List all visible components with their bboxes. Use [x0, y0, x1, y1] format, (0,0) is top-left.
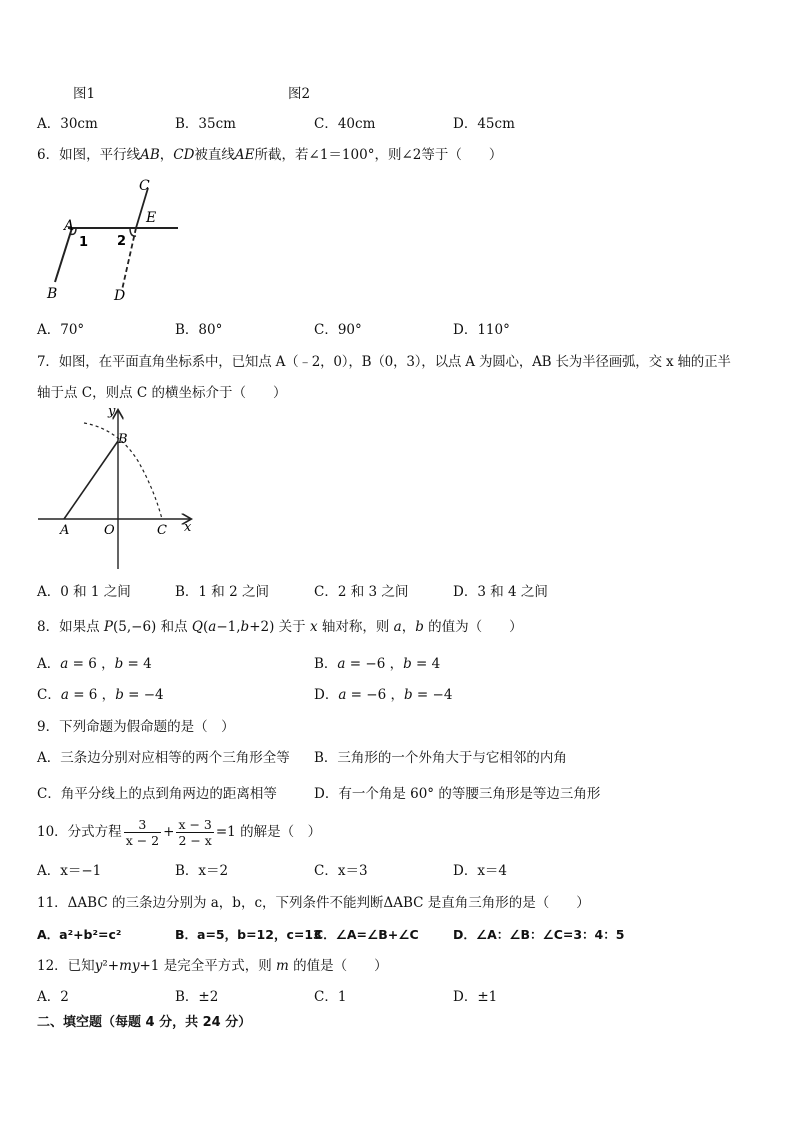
q10-option-b: B．x＝2 — [175, 863, 229, 879]
q10-prefix: 10．分式方程 — [37, 824, 122, 840]
option-letter: B． — [314, 656, 338, 672]
denominator: 2 − x — [178, 833, 212, 848]
q10-option-c: C．x＝3 — [314, 863, 368, 879]
q8-option-a — [37, 654, 152, 674]
q8-var-a: a — [208, 619, 217, 635]
q8-var-x: x — [309, 619, 318, 635]
label-angle-1: 1 — [79, 235, 89, 250]
q9-option-b: B．三角形的一个外角大于与它相邻的内角 — [314, 750, 567, 766]
q9-option-c: C．角平分线上的点到角两边的距离相等 — [37, 786, 277, 802]
q11-option-d: D．∠A：∠B：∠C=3：4：5 — [453, 927, 625, 942]
q8-option-c — [37, 685, 164, 705]
q7-option-b: B．1 和 2 之间 — [175, 584, 269, 600]
q12-text: 的值是（ ） — [288, 958, 388, 974]
q8-text: 的值为（ ） — [423, 619, 523, 635]
figure-1-caption: 图1 — [73, 86, 96, 102]
label-b: B — [47, 286, 58, 302]
q11-option-c: C．∠A=∠B+∠C — [314, 927, 419, 942]
q6-stem — [37, 145, 502, 165]
q6-stem-text: 被直线 — [194, 147, 235, 163]
q12-text: 12．已知 — [37, 958, 95, 974]
var-a: a — [60, 656, 69, 672]
q5-option-d: D．45cm — [453, 116, 515, 132]
denominator: x − 2 — [125, 833, 160, 848]
q11-option-a: A．a²+b²=c² — [37, 927, 122, 942]
q7-option-c: C．2 和 3 之间 — [314, 584, 409, 600]
q8-text: 轴对称，则 — [317, 619, 394, 635]
q8-var-q: Q — [191, 619, 203, 635]
q7-option-d: D．3 和 4 之间 — [453, 584, 548, 600]
q6-stem-var-ae: AE — [234, 147, 255, 163]
q12-option-d: D．±1 — [453, 989, 498, 1005]
var-a: a — [338, 687, 347, 703]
option-text: = 6 ， — [68, 687, 116, 703]
q6-stem-var-cd: CD — [173, 147, 195, 163]
q12-option-c: C．1 — [314, 989, 347, 1005]
q12-stem — [37, 956, 388, 976]
var-b: b — [403, 656, 412, 672]
q9-option-a: A．三条边分别对应相等的两个三角形全等 — [37, 750, 290, 766]
q8-text: +2) — [249, 619, 275, 635]
option-letter: A． — [37, 656, 61, 672]
numerator: x − 3 — [178, 817, 212, 832]
q8-coord-p: (5,−6) — [112, 619, 157, 635]
label-x: x — [184, 520, 192, 535]
q6-stem-text: ， — [159, 147, 174, 163]
q10-fraction-1 — [124, 817, 161, 848]
option-letter: C． — [37, 687, 61, 703]
plus-sign: + — [163, 824, 175, 840]
numerator: 3 — [124, 817, 161, 833]
q8-option-d — [314, 685, 452, 705]
q6-option-a: A．70° — [37, 322, 85, 338]
q8-text: −1, — [216, 619, 241, 635]
q11-option-b: B．a=5，b=12，c=13 — [175, 927, 322, 942]
q6-stem-text: 6．如图，平行线 — [37, 147, 141, 163]
q8-stem — [37, 617, 523, 637]
q11-stem: 11．ΔABC 的三条边分别为 a，b，c，下列条件不能判断ΔABC 是直角三角形的是（ ） — [37, 895, 590, 911]
label-d: D — [114, 288, 126, 304]
q6-stem-var-ab: AB — [140, 147, 160, 163]
q10-option-a: A．x＝−1 — [37, 863, 102, 879]
q8-text: ， — [401, 619, 416, 635]
q10-stem — [37, 814, 321, 850]
label-b: B — [118, 432, 128, 447]
q12-text: ²+ — [102, 958, 120, 974]
option-letter: D． — [314, 687, 339, 703]
segment-ab — [64, 441, 118, 519]
option-text: = −6 ， — [346, 687, 404, 703]
q8-var-p: P — [103, 619, 113, 635]
option-text: = 6 ， — [68, 656, 115, 672]
line-ab — [55, 228, 72, 282]
q9-option-d: D．有一个角是 60° 的等腰三角形是等边三角形 — [314, 786, 601, 802]
q10-fraction-2 — [176, 817, 213, 848]
q12-option-b: B．±2 — [175, 989, 219, 1005]
q10-option-d: D．x＝4 — [453, 863, 508, 879]
q8-option-b — [314, 654, 440, 674]
q8-var-b: b — [415, 619, 424, 635]
label-o: O — [104, 523, 115, 538]
q8-var-a: a — [393, 619, 402, 635]
q5-option-c: C．40cm — [314, 116, 376, 132]
label-c: C — [139, 178, 150, 194]
label-a: A — [64, 218, 75, 234]
q7-stem-line-2: 轴于点 C，则点 C 的横坐标介于（ ） — [37, 385, 287, 401]
label-e: E — [146, 210, 157, 226]
q6-option-b: B．80° — [175, 322, 223, 338]
label-angle-2: 2 — [117, 234, 127, 249]
label-c: C — [157, 523, 167, 538]
figure-2-caption: 图2 — [288, 86, 311, 102]
q7-option-a: A．0 和 1 之间 — [37, 584, 131, 600]
var-b: b — [403, 687, 413, 703]
option-text: = −6 ， — [345, 656, 404, 672]
label-a: A — [60, 523, 70, 538]
q12-var-my: my — [119, 958, 140, 974]
q5-option-a: A．30cm — [37, 116, 98, 132]
var-a: a — [60, 687, 69, 703]
var-a: a — [337, 656, 346, 672]
q8-text: 8．如果点 — [37, 619, 104, 635]
q5-option-b: B．35cm — [175, 116, 236, 132]
option-text: = −4 — [123, 687, 164, 703]
q12-text: +1 是完全平方式，则 — [139, 958, 276, 974]
q7-stem-line-1: 7．如图，在平面直角坐标系中，已知点 A（﹣2，0），B（0，3），以点 A 为圆心，AB 长为半径画弧，交 x 轴的正半 — [37, 354, 731, 370]
var-b: b — [114, 656, 124, 672]
q12-option-a: A．2 — [37, 989, 69, 1005]
q12-var-m: m — [275, 958, 289, 974]
q8-text: 和点 — [156, 619, 192, 635]
q6-parallel-lines-figure — [30, 172, 200, 312]
section-2-heading: 二、填空题（每题 4 分，共 24 分） — [37, 1015, 252, 1030]
option-text: = 4 — [411, 656, 441, 672]
label-y: y — [108, 404, 116, 419]
option-text: = −4 — [412, 687, 453, 703]
q6-option-c: C．90° — [314, 322, 362, 338]
q9-stem: 9．下列命题为假命题的是（ ） — [37, 719, 235, 735]
q8-var-b: b — [240, 619, 250, 635]
q8-paren: ( — [202, 619, 209, 635]
q7-coordinate-figure — [34, 403, 204, 573]
q8-text: 关于 — [274, 619, 310, 635]
q6-option-d: D．110° — [453, 322, 510, 338]
option-text: = 4 — [123, 656, 152, 672]
q12-var-y: y — [94, 958, 103, 974]
q6-stem-text: 所截，若∠1＝100°，则∠2等于（ ） — [254, 147, 503, 163]
q10-suffix: =1 的解是（ ） — [215, 824, 322, 840]
var-b: b — [115, 687, 124, 703]
